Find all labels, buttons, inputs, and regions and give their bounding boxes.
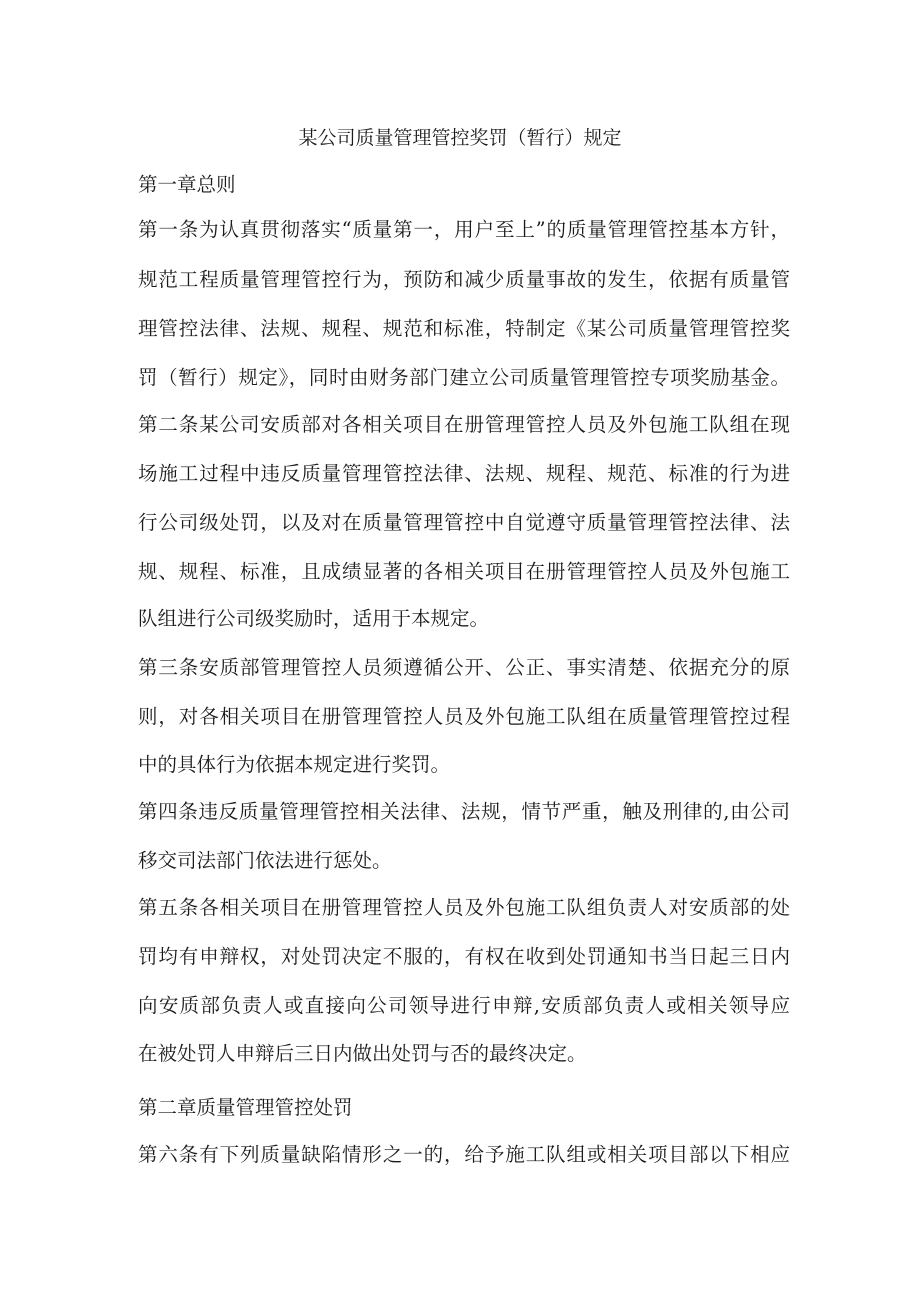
article-2-line-5: 队组进行公司级奖励时，适用于本规定。 (138, 607, 490, 630)
article-1-line-3: 理管控法律、法规、规程、规范和标准，特制定《某公司质量管理管控奖 (138, 317, 790, 340)
article-3-line-2: 则，对各相关项目在册管理管控人员及外包施工队组在质量管理管控过程 (138, 705, 790, 728)
article-2-line-4: 规、规程、标准，且成绩显著的各相关项目在册管理管控人员及外包施工 (138, 560, 790, 583)
article-2-line-1: 第二条某公司安质部对各相关项目在册管理管控人员及外包施工队组在现 (138, 413, 790, 436)
article-5-line-1: 第五条各相关项目在册管理管控人员及外包施工队组负责人对安质部的处 (138, 896, 790, 919)
article-3-line-1: 第三条安质部管理管控人员须遵循公开、公正、事实清楚、依据充分的原 (138, 656, 790, 679)
article-5-line-3: 向安质部负责人或直接向公司领导进行申辩,安质部负责人或相关领导应 (138, 994, 790, 1017)
article-6-line-1: 第六条有下列质量缺陷情形之一的，给予施工队组或相关项目部以下相应 (138, 1143, 790, 1166)
article-2-line-3: 行公司级处罚，以及对在质量管理管控中自觉遵守质量管理管控法律、法 (138, 511, 790, 534)
article-4-line-2: 移交司法部门依法进行惩处。 (138, 849, 392, 872)
article-5-line-2: 罚均有申辩权，对处罚决定不服的，有权在收到处罚通知书当日起三日内 (138, 945, 790, 968)
document-title: 某公司质量管理管控奖罚（暂行）规定 (298, 127, 622, 149)
article-1-line-2: 规范工程质量管理管控行为，预防和减少质量事故的发生，依据有质量管 (138, 268, 790, 291)
chapter-heading-2: 第二章质量管理管控处罚 (138, 1096, 353, 1119)
article-4-line-1: 第四条违反质量管理管控相关法律、法规，情节严重，触及刑律的,由公司 (138, 800, 790, 823)
chapter-heading-1: 第一章总则 (138, 173, 236, 196)
article-1-line-4: 罚（暂行）规定》，同时由财务部门建立公司质量管理管控专项奖励基金。 (138, 366, 790, 389)
article-1-line-1: 第一条为认真贯彻落实“质量第一，用户至上”的质量管理管控基本方针， (138, 218, 790, 241)
article-3-line-3: 中的具体行为依据本规定进行奖罚。 (138, 753, 451, 776)
article-5-line-4: 在被处罚人申辩后三日内做出处罚与否的最终决定。 (138, 1042, 587, 1065)
article-2-line-2: 场施工过程中违反质量管理管控法律、法规、规程、规范、标准的行为进 (138, 462, 790, 485)
